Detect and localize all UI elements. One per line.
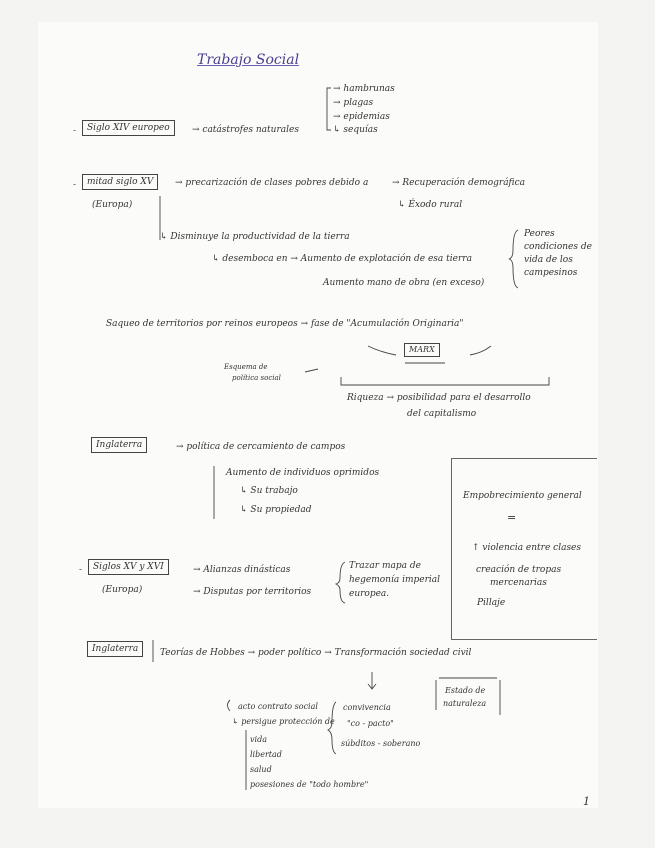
estado-text: Estado de [445, 686, 486, 695]
alianzas-text: → Alianzas dinásticas [193, 565, 291, 575]
brace-note: hegemonía imperial [349, 575, 440, 585]
dash-marker: - [73, 180, 77, 190]
exodo-text: ↳ Éxodo rural [398, 200, 463, 210]
side-text: mercenarias [490, 578, 547, 588]
region-label: (Europa) [102, 585, 143, 595]
dash-marker: - [73, 126, 77, 136]
riqueza-text: Riqueza → posibilidad para el desarrollo [347, 393, 531, 403]
right-item: convivencia [343, 703, 391, 712]
brace-stroke [509, 230, 518, 288]
cercamiento-text: → política de cercamiento de campos [176, 442, 346, 452]
brace-note: campesinos [524, 268, 578, 278]
brace-note: europea. [349, 589, 390, 599]
side-equals: = [507, 511, 517, 524]
box-inglaterra-2: Inglaterra [87, 641, 143, 657]
esquema-text: Esquema de [224, 363, 268, 371]
disminuye-text: ↳ Disminuye la productividad de la tierra [160, 232, 350, 242]
dash-marker: - [79, 565, 83, 575]
recuperacion-text: → Recuperación demográfica [392, 178, 525, 188]
brace-note: vida de los [524, 255, 573, 265]
list-item: ↳ sequías [333, 125, 378, 135]
box-marx: MARX [404, 343, 440, 357]
region-label: (Europa) [92, 200, 133, 210]
page-title: Trabajo Social [197, 52, 300, 68]
list-item: libertad [250, 750, 282, 759]
arrow-stroke [368, 346, 396, 355]
desemboca-text: ↳ desemboca en → Aumento de explotación de esa tierra [212, 254, 472, 264]
bracket-stroke [341, 377, 549, 385]
page-number: 1 [583, 795, 590, 808]
persigue-text: ↳ persigue protección de [232, 717, 335, 726]
disputas-text: → Disputas por territorios [193, 587, 312, 597]
side-text: creación de tropas [476, 565, 562, 575]
mano-de-obra-text: Aumento mano de obra (en exceso) [323, 278, 485, 288]
riqueza-text: del capitalismo [407, 409, 477, 419]
saqueo-text: Saqueo de territorios por reinos europeos → fase de "Acumulación Originaria" [106, 319, 464, 329]
esquema-text: política social [232, 374, 281, 382]
bracket-stroke [327, 88, 331, 130]
side-text: ↑ violencia entre clases [472, 543, 582, 553]
right-item: "co - pacto" [347, 719, 394, 728]
bracket-stroke [436, 678, 500, 715]
brace-stroke [328, 702, 336, 754]
list-item: vida [250, 735, 267, 744]
brace-note: condiciones de [524, 242, 592, 252]
catastrofes-text: → catástrofes naturales [192, 125, 299, 135]
precarizacion-text: → precarización de clases pobres debido a [175, 178, 369, 188]
contrato-text: acto contrato social [238, 702, 318, 711]
box-inglaterra: Inglaterra [91, 437, 147, 453]
arrow-stroke [368, 672, 376, 689]
aumento-oprimidos: Aumento de individuos oprimidos [226, 468, 380, 478]
list-item: salud [250, 765, 272, 774]
brace-note: Trazar mapa de [349, 561, 421, 571]
brace-stroke [336, 562, 345, 603]
hobbes-text: Teorías de Hobbes → poder político → Transformación sociedad civil [160, 648, 472, 658]
brace-note: Peores [524, 229, 555, 239]
list-item: → epidemias [333, 112, 390, 122]
right-item: súbditos - soberano [341, 739, 421, 748]
list-item: → hambrunas [333, 84, 395, 94]
side-text: Pillaje [477, 598, 506, 608]
box-siglos-xv-xvi: Siglos XV y XVI [88, 559, 169, 575]
list-item: posesiones de "todo hombre" [250, 780, 369, 789]
arrow-stroke [470, 346, 491, 355]
side-text: Empobrecimiento general [463, 491, 582, 501]
list-item: → plagas [333, 98, 374, 108]
arrow-stroke [305, 369, 318, 372]
box-siglo-xiv: Siglo XIV europeo [82, 120, 175, 136]
box-mitad-siglo-xv: mitad siglo XV [82, 174, 158, 190]
list-item: ↳ Su propiedad [240, 505, 312, 515]
estado-text: naturaleza [443, 699, 487, 708]
list-item: ↳ Su trabajo [240, 486, 298, 496]
bracket-stroke [228, 700, 231, 711]
